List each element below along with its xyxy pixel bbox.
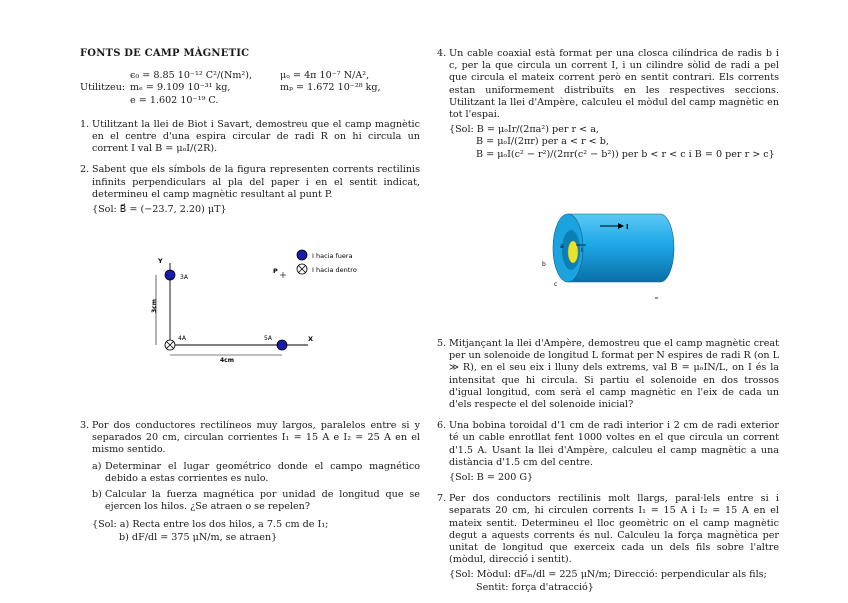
problem-number: 5. [437,338,447,349]
solution [449,124,779,161]
solution-line-2: Sentit: força d'atracció} [476,581,594,593]
problem-5 [437,338,779,411]
wires-figure [130,245,390,365]
left-column [80,48,420,225]
solution-line-3: B = μₒI(c² − r²)/(2πr(c² − b²)) per b < r < c i B = 0 per r > c} [476,148,775,160]
constant-electron-mass: mₑ = 9.109 10⁻³¹ kg, [130,82,231,94]
radius-b-label: b [542,261,546,268]
problem-number: 7. [437,493,447,505]
problem-3 [80,420,420,544]
constants-block [80,70,420,107]
problem-number: 2. [80,164,90,176]
right-column-bottom [437,338,779,603]
solution [92,519,420,543]
y-axis-label: Y [158,257,163,265]
constant-charge: e = 1.602 10⁻¹⁹ C. [130,94,219,106]
problem-text: Un cable coaxial està format per una closca cilíndrica de radis b i c, per la que circula un corrent I, i un cilindre sòlid de radi a pel que circula el mateix corrent però en sentit contrari. Els corrents estan uniformement distribuïts en les respectives seccions. Utilitzant la llei d'Ampère, calculeu el mòdul del camp magnètic en tot l'espai. [449,48,779,121]
solution-line-2: b) dF/dl = 375 μN/m, se atraen} [119,531,278,543]
subquestion-label: a) [92,460,102,472]
solution: {Sol: B⃗ = (−23.7, 2.20) μT} [92,203,227,215]
x-axis-label: X [308,335,314,343]
radius-a-label: a [560,243,564,250]
solution-line-1: {Sol: a) Recta entre los dos hilos, a 7.5 cm de I₁; [92,519,329,531]
problem-6 [437,420,779,484]
constants-label: Utilitzeu: [80,82,126,94]
solution [449,569,779,593]
subquestion-text: Calcular la fuerza magnética por unidad de longitud que se ejercen los hilos. ¿Se atraen o se repelen? [105,489,420,513]
current-label: I [626,223,629,231]
problem-2 [80,164,420,216]
problem-number: 3. [80,420,90,431]
dimension-3cm-label: 3cm [151,299,158,313]
point-p-label: P [273,267,278,275]
subquestion-b [92,489,420,513]
subquestion-text: Determinar el lugar geométrico donde el campo magnético debido a estas corrientes es nulo. [105,460,420,484]
legend-in-label: I hacia dentro [312,266,357,274]
page-title: FONTS DE CAMP MÀGNETIC [80,48,250,59]
subquestion-label: b) [92,489,102,501]
right-column [437,48,779,170]
subquestion-a [92,461,420,485]
problem-number: 4. [437,48,447,59]
radius-c-label: c [554,281,558,288]
constants-column-2 [280,70,410,94]
constant-mu: μₒ = 4π 10⁻⁷ N/A², [280,70,370,82]
solution-line-2: B = μₒI/(2πr) per a < r < b, [476,136,609,148]
wire-4a-label: 4A [178,335,186,342]
solution-line-1: {Sol: Mòdul: dFₘ/dl = 225 μN/m; Direcció: perpendicular als fils; [449,569,767,581]
legend-in-symbol [297,264,307,274]
problem-number: 1. [80,118,90,130]
dimension-4cm-label: 4cm [220,357,234,364]
cable-body [568,214,674,282]
problem-4 [437,48,779,161]
solution: {Sol: B = 200 G} [449,472,534,484]
wire-4a-symbol [165,340,175,350]
problem-text: Per dos conductors rectilinis molt llargs, paral·lels entre si i separats 20 cm, hi circulen corrents I₁ = 15 A i I₂ = 15 A en el mateix sentit. Determineu el lloc geomètric on el camp magnètic degut a aquests corrents és nul. Calculeu la força magnètica per unitat de longitud que exerceix cada un dels fils sobre l'altre (mòdul, direcció i sentit). [449,493,779,566]
problem-text: Por dos conductores rectilíneos muy largos, paralelos entre si y separados 20 cm, circulan corrientes I₁ = 15 A e I₂ = 25 A en el mismo sentido. [92,420,420,456]
legend-out-label: I hacia fuera [312,252,353,260]
wire-3a-label: 3A [180,274,188,281]
left-column-bottom [80,420,420,553]
solution-line-1: {Sol: B = μₒIr/(2πa²) per r < a, [449,124,599,136]
problem-number: 6. [437,420,447,432]
problem-text: Mitjançant la llei d'Ampère, demostreu que el camp magnètic creat per un solenoide de longitud L format per N espires de radi R (on L ≫ R), en el seu eix i lluny dels extrems, val B = μₒIN/L, on I és la intensitat que hi circula. Si partiu el solenoide en dos trossos d'igual longitud, com serà el camp magnètic en l'eix de cada un d'els respecte el del solenoide inicial? [449,338,779,411]
wire-3a-symbol [165,270,175,280]
problem-7 [437,493,779,594]
problem-text: Una bobina toroidal d'1 cm de radi interior i 2 cm de radi exterior té un cable enrotllat fent 1000 voltes en el que circula un corrent d'1.5 A. Usant la llei d'Ampère, calculeu el camp magnètic a una distància d'1.5 cm del centre. [449,420,779,468]
legend-out-symbol [297,250,307,260]
problem-text: Sabent que els símbols de la figura representen corrents rectilinis infinits perpendiculars al pla del paper i en el sentit indicat, determineu el camp magnètic resultant al punt P. [92,164,420,200]
constant-proton-mass: mₚ = 1.672 10⁻²⁸ kg, [280,82,381,94]
problem-1 [80,119,420,156]
wire-5a-label: 5A [264,335,272,342]
inner-current-label: I [581,247,583,254]
wire-5a-symbol [277,340,287,350]
constant-epsilon: ϵ₀ = 8.85 10⁻¹² C²/(Nm²), [130,70,253,82]
constants-column-1 [130,70,280,107]
problem-text: Utilitzant la llei de Biot i Savart, demostreu que el camp magnètic en el centre d'una espira circular de radi R on hi circula un corrent I val B = μₒI/(2R). [92,118,420,155]
coaxial-cable-figure [538,200,688,300]
inner-conductor [568,241,578,263]
